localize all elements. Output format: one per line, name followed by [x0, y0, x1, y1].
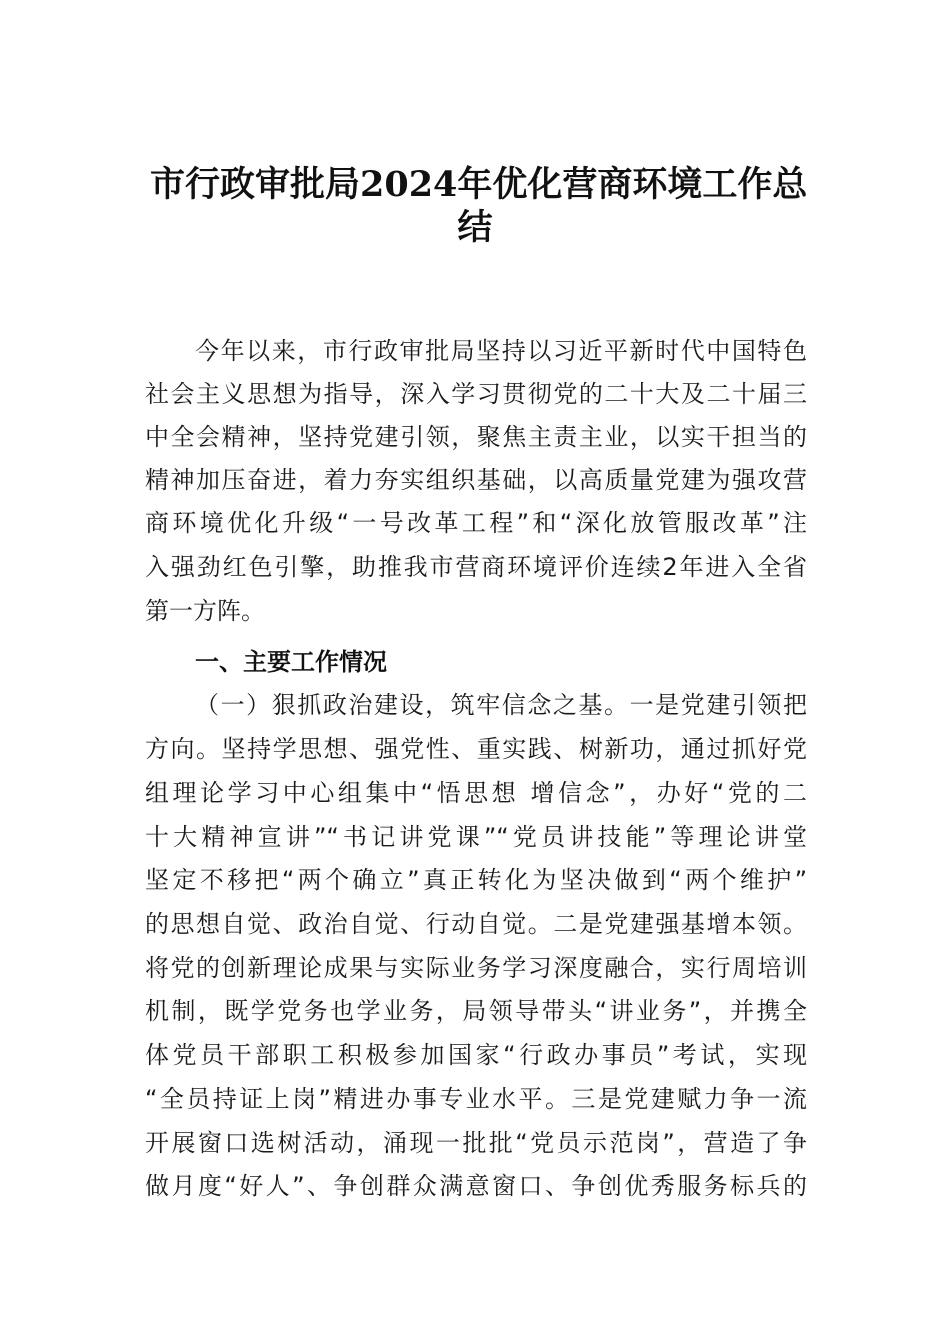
section-line: （一）狠抓政治建设，筑牢信念之基。一是党建引领把 [195, 691, 807, 719]
section-line: 坚定不移把“两个确立”真正转化为坚决做到“两个维护” [145, 866, 807, 894]
section-line: 将党的创新理论成果与实际业务学习深度融合，实行周培训 [145, 954, 807, 982]
intro-line: 入强劲红色引擎，助推我市营商环境评价连续2年进入全省 [145, 553, 807, 581]
section-line: 体党员干部职工积极参加国家“行政办事员”考试，实现 [145, 1041, 807, 1069]
intro-line: 社会主义思想为指导，深入学习贯彻党的二十大及二十届三 [145, 380, 807, 408]
section-line: 做月度“好人”、争创群众满意窗口、争创优秀服务标兵的 [145, 1172, 807, 1200]
section-line: “全员持证上岗”精进办事专业水平。三是党建赋力争一流 [145, 1085, 807, 1113]
document-title-line-2: 结 [457, 207, 493, 248]
section-line: 开展窗口选树活动，涌现一批批“党员示范岗”，营造了争 [145, 1129, 807, 1157]
intro-line: 商环境优化升级“一号改革工程”和“深化放管服改革”注 [145, 509, 807, 537]
intro-line: 中全会精神，坚持党建引领，聚焦主责主业，以实干担当的 [145, 423, 807, 451]
section-line: 的思想自觉、政治自觉、行动自觉。二是党建强基增本领。 [145, 910, 807, 938]
section-line: 方向。坚持学思想、强党性、重实践、树新功，通过抓好党 [145, 735, 807, 763]
section-line: 机制，既学党务也学业务，局领导带头“讲业务”，并携全 [145, 997, 807, 1025]
document-title-line-1: 市行政审批局2024年优化营商环境工作总 [150, 164, 808, 205]
intro-line: 第一方阵。 [145, 597, 265, 625]
section-line: 组理论学习中心组集中“悟思想 增信念”，办好“党的二 [145, 779, 807, 807]
section-heading: 一、主要工作情况 [195, 648, 387, 676]
intro-line: 精神加压奋进，着力夯实组织基础，以高质量党建为强攻营 [145, 466, 807, 494]
section-line: 十大精神宣讲”“书记讲党课”“党员讲技能”等理论讲堂 [145, 823, 807, 851]
intro-line: 今年以来，市行政审批局坚持以习近平新时代中国特色 [195, 337, 807, 365]
